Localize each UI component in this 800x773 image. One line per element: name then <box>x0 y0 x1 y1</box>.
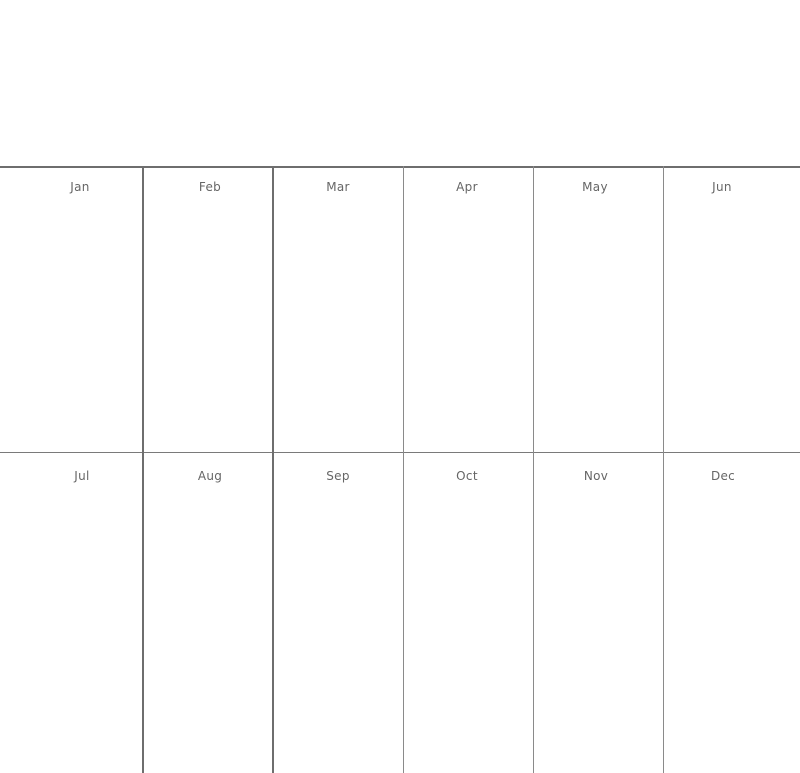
month-label-nov: Nov <box>583 469 609 483</box>
year-planner-grid <box>0 166 800 773</box>
month-label-feb: Feb <box>198 180 222 194</box>
month-label-jun: Jun <box>712 180 732 194</box>
month-label-mar: Mar <box>326 180 350 194</box>
month-label-jul: Jul <box>74 469 90 483</box>
month-label-oct: Oct <box>456 469 478 483</box>
column-divider <box>272 166 274 773</box>
month-label-apr: Apr <box>456 180 478 194</box>
top-border <box>0 166 800 168</box>
month-label-dec: Dec <box>710 469 736 483</box>
month-label-sep: Sep <box>326 469 350 483</box>
column-divider <box>403 166 404 773</box>
column-divider <box>533 166 534 773</box>
month-label-may: May <box>582 180 608 194</box>
row-divider <box>0 452 800 453</box>
column-divider <box>142 166 144 773</box>
month-label-aug: Aug <box>197 469 223 483</box>
month-label-jan: Jan <box>70 180 90 194</box>
